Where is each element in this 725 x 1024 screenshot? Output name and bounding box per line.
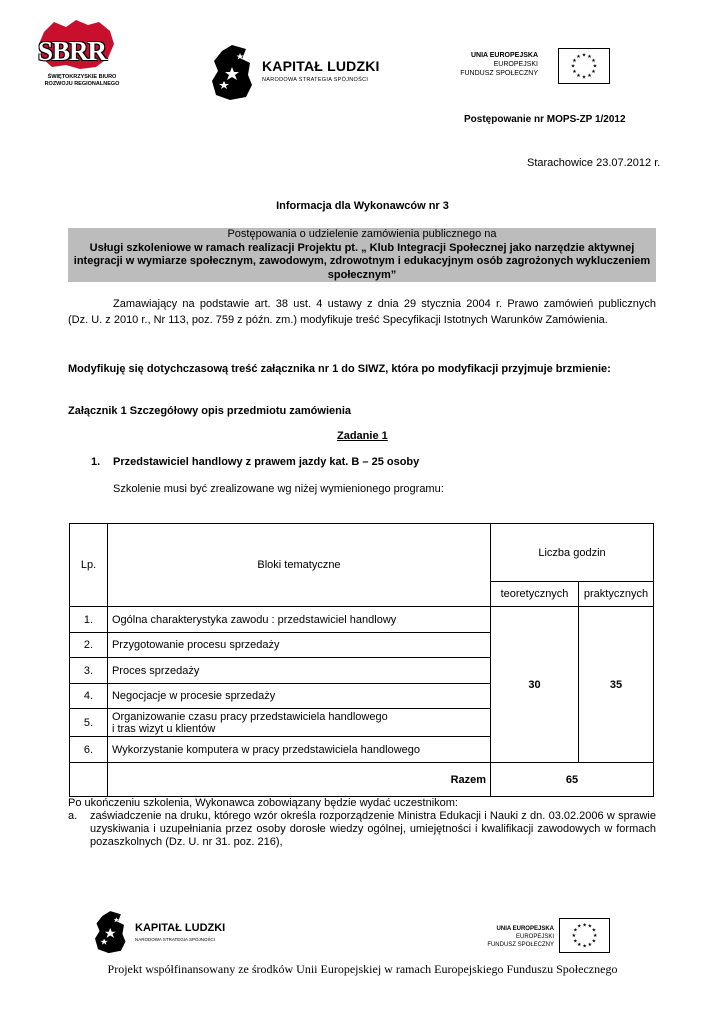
footer-eu-line1: UNIA EUROPEJSKA <box>496 926 554 932</box>
header-lp: Lp. <box>70 524 108 607</box>
footer-eu-line2: EUROPEJSKI <box>515 934 554 940</box>
intro-line2: (Dz. U. z 2010 r., Nr 113, poz. 759 z późn. zm.) modyfikuje treść Specyfikacji Istotnych Warunków Zamówienia. <box>68 314 608 326</box>
eu-star-icon: ★ <box>576 943 582 949</box>
total-value: 65 <box>491 763 654 797</box>
item-a-line3: pozaszkolnych (Dz. U. nr 31. poz. 216), <box>90 836 283 848</box>
item-title: Przedstawiciel handlowy z prawem jazdy kat. B – 25 osoby <box>113 456 420 468</box>
eu-star-icon: ★ <box>582 923 587 929</box>
eu-star-icon: ★ <box>573 928 578 934</box>
eu-star-icon: ★ <box>573 939 578 945</box>
procurement-subject-box <box>68 228 656 282</box>
eu-text-line3: FUNDUSZ SPOŁECZNY <box>460 70 538 77</box>
row-topic: Proces sprzedaży <box>107 658 490 684</box>
table-header-row <box>70 524 654 582</box>
box-line4: społecznym” <box>327 268 397 281</box>
eu-star-icon: ★ <box>576 924 582 930</box>
row-topic: Wykorzystanie komputera w pracy przedstawiciela handlowego <box>107 737 490 763</box>
practice-hours: 35 <box>578 607 653 763</box>
row-lp: 6. <box>70 737 108 763</box>
cofinance-note: Projekt współfinansowany ze środków Unii Europejskiej w ramach Europejskiego Funduszu Społecznego <box>107 962 618 976</box>
row-topic: Przygotowanie procesu sprzedaży <box>107 633 490 658</box>
place-date: Starachowice 23.07.2012 r. <box>527 157 661 169</box>
theory-hours: 30 <box>491 607 579 763</box>
modification-statement: Modyfikuję się dotychczasową treść załącznika nr 1 do SIWZ, która po modyfikacji przyjmuje brzmienie: <box>68 363 611 375</box>
row-lp: 5. <box>70 709 108 737</box>
kapital-ludzki-subtitle: NARODOWA STRATEGIA SPÓJNOŚCI <box>262 77 369 83</box>
eu-star-icon: ★ <box>570 63 576 70</box>
eu-flag-icon <box>558 48 610 84</box>
header-hours: Liczba godzin <box>491 524 654 582</box>
footer-eu-text <box>470 925 554 949</box>
eu-star-icon: ★ <box>576 53 581 60</box>
row-topic: Ogólna charakterystyka zawodu : przedstawiciel handlowy <box>107 607 490 633</box>
eu-star-icon: ★ <box>571 933 576 939</box>
eu-text-line1: UNIA EUROPEJSKA <box>470 52 538 59</box>
eu-star-icon: ★ <box>572 69 577 75</box>
eu-star-icon: ★ <box>591 58 596 64</box>
eu-star-icon: ★ <box>572 58 577 64</box>
case-number: Postępowanie nr MOPS-ZP 1/2012 <box>464 114 626 125</box>
program-table <box>69 523 654 797</box>
eu-star-icon: ★ <box>582 944 587 950</box>
kapital-ludzki-emblem-icon <box>95 910 127 955</box>
eu-star-icon: ★ <box>591 69 596 75</box>
intro-line1: Zamawiający na podstawie art. 38 ust. 4 ustawy z dnia 29 stycznia 2004 r. Prawo zamówień publicznych <box>113 298 656 310</box>
eu-star-icon: ★ <box>587 924 593 930</box>
eu-text-line2: EUROPEJSKI <box>493 61 538 68</box>
eu-star-icon: ★ <box>591 928 596 934</box>
footer-eu-line3: FUNDUSZ SPOŁECZNY <box>487 942 554 948</box>
eu-star-icon: ★ <box>587 53 592 60</box>
eu-star-icon: ★ <box>587 73 592 80</box>
total-label: Razem <box>107 763 490 797</box>
eu-flag-icon <box>559 918 610 953</box>
row-lp: 1. <box>70 607 108 633</box>
footer-kl-title: KAPITAŁ LUDZKI <box>135 922 226 934</box>
sbrr-name-line2: ROZWOJU REGIONALNEGO <box>44 81 120 87</box>
kapital-ludzki-emblem-icon <box>212 45 254 101</box>
kapital-ludzki-title: KAPITAŁ LUDZKI <box>262 58 380 74</box>
box-line3: integracji w wymiarze społecznym, zawodowym, zdrowotnym i edukacyjnym osób zagrożonych wykluczeniem <box>73 255 651 267</box>
sbrr-name-line1: ŚWIĘTOKRZYSKIE BIURO <box>47 74 117 80</box>
box-line1: Postępowania o udzielenie zamówienia publicznego na <box>227 228 497 240</box>
row-topic-line1: Organizowanie czasu pracy przedstawiciela handlowego <box>111 710 388 723</box>
row-topic <box>107 709 490 737</box>
eu-star-icon: ★ <box>576 73 581 80</box>
header-practice: praktycznych <box>578 582 653 607</box>
item-a-line1: zaświadczenie na druku, którego wzór określa rozporządzenie Ministra Edukacji i Nauki z dn. 03.02.2006 w sprawie <box>90 810 656 822</box>
header-theory: teoretycznych <box>491 582 579 607</box>
sbrr-name <box>36 74 128 88</box>
eu-star-icon: ★ <box>581 52 587 59</box>
header-blocks: Bloki tematyczne <box>107 524 490 607</box>
eu-star-icon: ★ <box>593 933 598 939</box>
row-topic-line2: i tras wizyt u klientów <box>111 722 216 735</box>
eu-star-icon: ★ <box>592 63 598 70</box>
row-topic: Negocjacje w procesie sprzedaży <box>107 684 490 709</box>
box-line2: Usługi szkoleniowe w ramach realizacji Projektu pt. „ Klub Integracji Społecznej jako narzędzie aktywnej <box>89 241 635 254</box>
total-empty-cell <box>70 763 108 797</box>
eu-star-icon: ★ <box>581 74 587 81</box>
item-number: 1. <box>91 456 101 468</box>
eu-star-icon: ★ <box>591 939 596 945</box>
page-title: Informacja dla Wykonawców nr 3 <box>276 200 449 212</box>
footer-kl-subtitle: NARODOWA STRATEGIA SPÓJNOŚCI <box>135 937 216 942</box>
after-line1: Po ukończeniu szkolenia, Wykonawca zobowiązany będzie wydać uczestnikom: <box>68 797 458 809</box>
row-lp: 4. <box>70 684 108 709</box>
eu-star-icon: ★ <box>587 943 593 949</box>
eu-text <box>440 51 538 78</box>
attachment-title: Załącznik 1 Szczegółowy opis przedmiotu zamówienia <box>68 405 352 417</box>
item-a-line2: uzyskiwania i uzupełniania przez osoby dorosłe wiedzy ogólnej, umiejętności i kwalifikacji zawodowych w formach <box>90 823 656 835</box>
table-total-row <box>70 763 654 797</box>
sbrr-logo-text: SBRR <box>38 36 107 66</box>
sbrr-logo <box>36 18 128 88</box>
row-lp: 3. <box>70 658 108 684</box>
task-title: Zadanie 1 <box>337 430 388 442</box>
table-row <box>70 607 654 633</box>
program-intro: Szkolenie musi być zrealizowane wg niżej wymienionego programu: <box>113 483 444 495</box>
item-a-letter: a. <box>68 810 78 822</box>
row-lp: 2. <box>70 633 108 658</box>
